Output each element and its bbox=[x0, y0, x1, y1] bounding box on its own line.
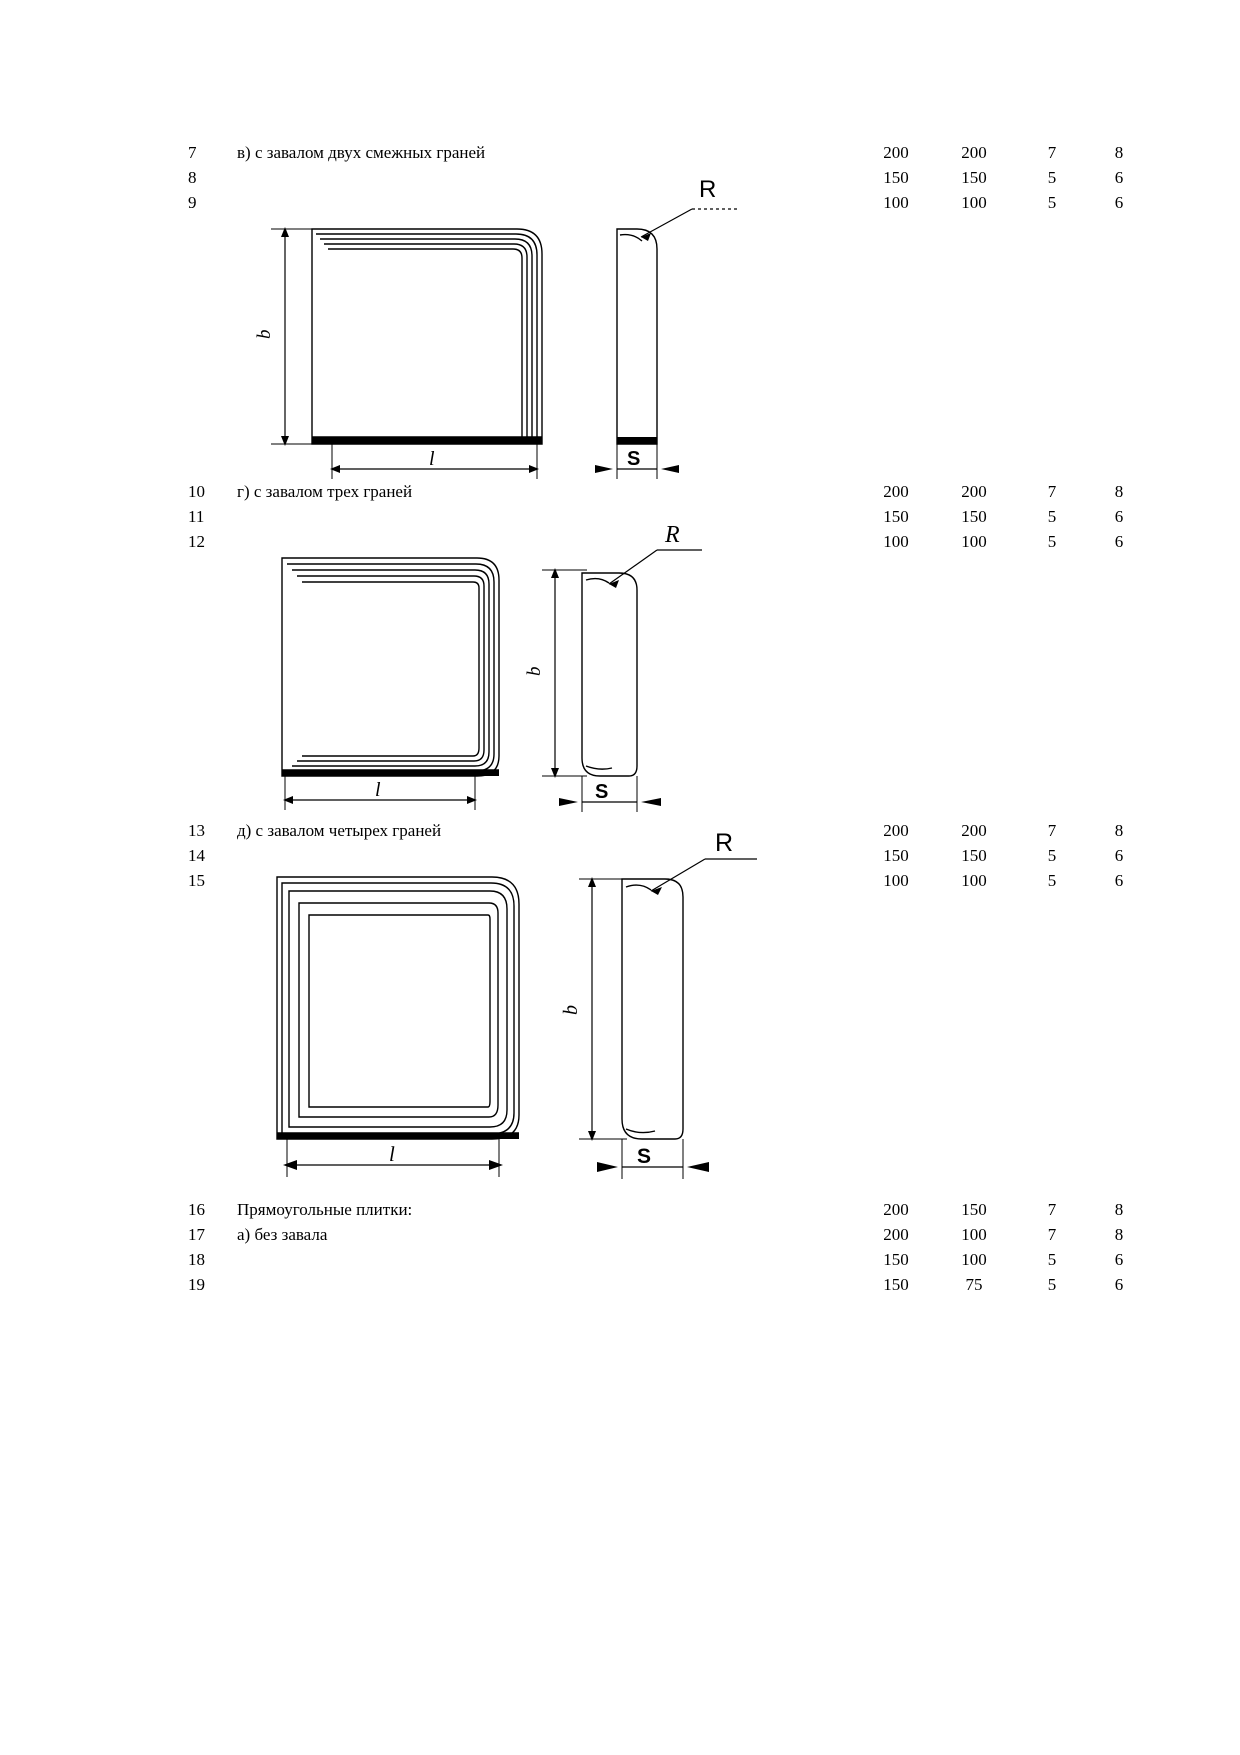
row-values-b bbox=[935, 479, 1013, 818]
value: 7 bbox=[1047, 821, 1057, 840]
value: 8 bbox=[1114, 821, 1124, 840]
item-number: 18 bbox=[188, 1250, 205, 1269]
value: 5 bbox=[1047, 1250, 1057, 1269]
value: 8 bbox=[1114, 1225, 1124, 1244]
value: 100 bbox=[961, 1225, 987, 1244]
value: 150 bbox=[883, 846, 909, 865]
value: 150 bbox=[961, 168, 987, 187]
figure-label-s: S bbox=[627, 448, 641, 470]
value: 200 bbox=[883, 482, 909, 501]
figure-label-l: l bbox=[375, 779, 381, 801]
row-description-cell bbox=[230, 140, 857, 479]
specification-table bbox=[182, 140, 1201, 1297]
row-values-s bbox=[1013, 818, 1091, 1197]
value: 5 bbox=[1047, 507, 1057, 526]
value: 200 bbox=[961, 143, 987, 162]
row-tail bbox=[1147, 479, 1201, 818]
row-values-b bbox=[935, 1197, 1013, 1297]
value: 150 bbox=[883, 168, 909, 187]
row-item-numbers bbox=[182, 479, 230, 818]
item-number: 8 bbox=[188, 168, 197, 187]
item-number: 15 bbox=[188, 871, 205, 890]
item-number: 9 bbox=[188, 193, 197, 212]
item-number: 10 bbox=[188, 482, 205, 501]
row-values-s bbox=[1013, 140, 1091, 479]
row-values-r bbox=[1091, 140, 1147, 479]
value: 100 bbox=[883, 193, 909, 212]
value: 5 bbox=[1047, 871, 1057, 890]
value: 200 bbox=[961, 821, 987, 840]
value: 100 bbox=[961, 871, 987, 890]
value: 6 bbox=[1114, 846, 1124, 865]
row-tail bbox=[1147, 1197, 1201, 1297]
row-values-r bbox=[1091, 1197, 1147, 1297]
value: 5 bbox=[1047, 846, 1057, 865]
item-number: 11 bbox=[188, 507, 205, 526]
figure-tile-two-adjacent-chamfered bbox=[237, 169, 857, 479]
table-row bbox=[182, 1197, 1201, 1297]
value: 6 bbox=[1114, 168, 1124, 187]
value: 200 bbox=[883, 1200, 909, 1219]
value: 200 bbox=[883, 1225, 909, 1244]
item-number: 13 bbox=[188, 821, 205, 840]
figure-label-r: R bbox=[699, 176, 717, 203]
value: 7 bbox=[1047, 1225, 1057, 1244]
figure-label-b: b bbox=[254, 329, 275, 339]
item-number: 19 bbox=[188, 1275, 205, 1294]
item-number: 17 bbox=[188, 1225, 205, 1244]
figure-label-s: S bbox=[637, 1145, 652, 1168]
row-values-b bbox=[935, 140, 1013, 479]
row-values-s bbox=[1013, 479, 1091, 818]
value: 200 bbox=[961, 482, 987, 501]
value: 100 bbox=[961, 1250, 987, 1269]
row-description: г) с завалом трех граней bbox=[237, 482, 413, 501]
value: 5 bbox=[1047, 532, 1057, 551]
figure-label-b: b bbox=[560, 1005, 582, 1015]
value: 6 bbox=[1114, 532, 1124, 551]
row-description-line: Прямоугольные плитки: bbox=[237, 1200, 413, 1219]
value: 100 bbox=[961, 193, 987, 212]
value: 6 bbox=[1114, 1250, 1124, 1269]
row-values-r bbox=[1091, 479, 1147, 818]
row-values-l bbox=[857, 1197, 935, 1297]
row-item-numbers bbox=[182, 1197, 230, 1297]
value: 8 bbox=[1114, 482, 1124, 501]
item-number: 12 bbox=[188, 532, 205, 551]
row-item-numbers bbox=[182, 818, 230, 1197]
row-description-cell bbox=[230, 479, 857, 818]
row-tail bbox=[1147, 140, 1201, 479]
item-number: 14 bbox=[188, 846, 205, 865]
value: 5 bbox=[1047, 168, 1057, 187]
value: 150 bbox=[961, 507, 987, 526]
figure-label-s: S bbox=[595, 781, 609, 803]
value: 100 bbox=[883, 532, 909, 551]
value: 150 bbox=[883, 1250, 909, 1269]
table-row bbox=[182, 140, 1201, 479]
value: 7 bbox=[1047, 482, 1057, 501]
value: 150 bbox=[883, 1275, 909, 1294]
value: 150 bbox=[961, 1200, 987, 1219]
figure-label-l: l bbox=[389, 1142, 395, 1166]
value: 7 bbox=[1047, 1200, 1057, 1219]
figure-label-b: b bbox=[524, 666, 545, 676]
row-values-l bbox=[857, 140, 935, 479]
value: 100 bbox=[883, 871, 909, 890]
value: 8 bbox=[1114, 143, 1124, 162]
row-description: д) с завалом четырех граней bbox=[237, 821, 442, 840]
value: 7 bbox=[1047, 143, 1057, 162]
value: 150 bbox=[883, 507, 909, 526]
row-item-numbers bbox=[182, 140, 230, 479]
table-row bbox=[182, 818, 1201, 1197]
row-values-b bbox=[935, 818, 1013, 1197]
table-row bbox=[182, 479, 1201, 818]
value: 5 bbox=[1047, 1275, 1057, 1294]
value: 6 bbox=[1114, 1275, 1124, 1294]
value: 150 bbox=[961, 846, 987, 865]
value: 100 bbox=[961, 532, 987, 551]
row-description-cell bbox=[230, 1197, 857, 1297]
value: 5 bbox=[1047, 193, 1057, 212]
row-values-r bbox=[1091, 818, 1147, 1197]
figure-tile-three-chamfered bbox=[237, 508, 857, 818]
row-description-line: а) без завала bbox=[237, 1225, 328, 1244]
value: 200 bbox=[883, 143, 909, 162]
figure-label-r: R bbox=[715, 829, 734, 857]
value: 6 bbox=[1114, 507, 1124, 526]
item-number: 7 bbox=[188, 143, 197, 162]
figure-label-l: l bbox=[429, 448, 435, 470]
value: 75 bbox=[965, 1275, 983, 1294]
value: 200 bbox=[883, 821, 909, 840]
row-description: в) с завалом двух смежных граней bbox=[237, 143, 486, 162]
value: 8 bbox=[1114, 1200, 1124, 1219]
value: 6 bbox=[1114, 871, 1124, 890]
row-values-l bbox=[857, 818, 935, 1197]
row-description-cell bbox=[230, 818, 857, 1197]
row-tail bbox=[1147, 818, 1201, 1197]
figure-label-r: R bbox=[665, 522, 680, 548]
value: 6 bbox=[1114, 193, 1124, 212]
row-values-l bbox=[857, 479, 935, 818]
item-number: 16 bbox=[188, 1200, 205, 1219]
row-values-s bbox=[1013, 1197, 1091, 1297]
